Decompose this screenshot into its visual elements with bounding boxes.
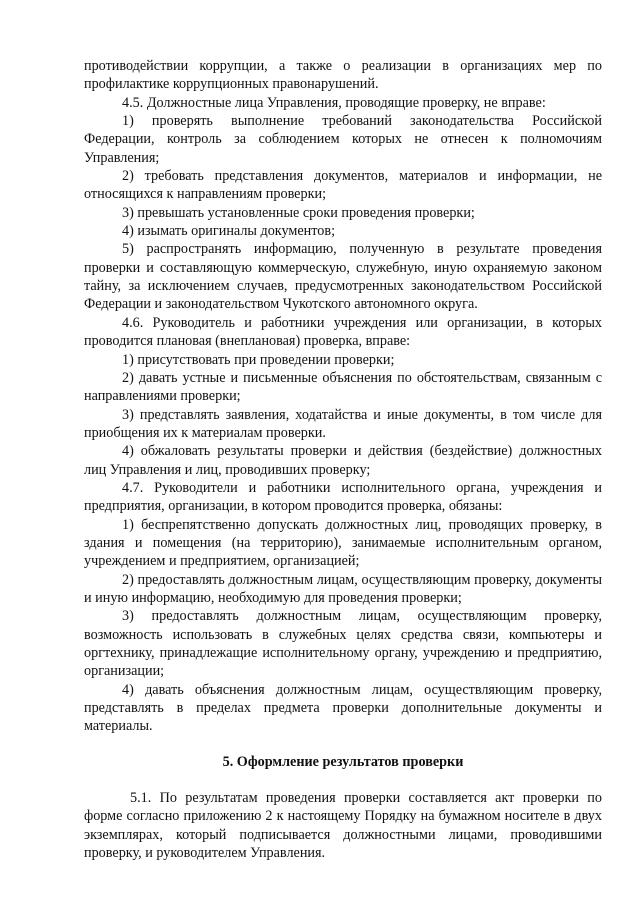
- list-item-4-7-2: 2) предоставлять должностным лицам, осуществляющим проверку, документы и иную информацию, необходимую для проведения проверки;: [84, 571, 602, 606]
- list-item-4-6-1: 1) присутствовать при проведении проверки;: [122, 351, 395, 368]
- paragraph-4-6: 4.6. Руководитель и работники учреждения или организации, в которых проводится плановая (внеплановая) проверка, вправе:: [84, 314, 602, 350]
- list-item-4-5-5: 5) распространять информацию, полученную в результате проведения проверки и составляющую коммерческую, служебную, иную охраняемую законом тайну, за исключением случаев, предусмотренных законодательством Российской Федерации и законодательством Чукотского автономного округа.: [84, 241, 602, 313]
- list-item-4-5-3: 3) превышать установленные сроки проведения проверки;: [122, 204, 475, 221]
- paragraph-continuation: противодействии коррупции, а также о реализации в организациях мер по профилактике коррупционных правонарушений.: [84, 58, 602, 93]
- list-item-4-6-4: 4) обжаловать результаты проверки и действия (бездействие) должностных лиц Управления и лиц, проводивших проверку;: [84, 443, 602, 478]
- list-item-4-5-2: 2) требовать представления документов, материалов и информации, не относящихся к направлениям проверки;: [84, 168, 602, 203]
- list-item-4-7-3: 3) предоставлять должностным лицам, осуществляющим проверку, возможность использовать в служебных целях средства связи, компьютеры и оргтехнику, принадлежащие исполнительному органу, учреждению и предприятию, организации;: [84, 608, 602, 680]
- list-item-4-7-4: 4) давать объяснения должностным лицам, осуществляющим проверку, представлять в пределах предмета проверки дополнительные документы и материалы.: [84, 681, 602, 735]
- list-item-4-6-2: 2) давать устные и письменные объяснения по обстоятельствам, связанным с направлениями проверки;: [84, 369, 602, 405]
- paragraph-4-5: 4.5. Должностные лица Управления, проводящие проверку, не вправе:: [122, 94, 546, 111]
- section-spacer: [84, 771, 602, 789]
- list-item-4-5-1: 1) проверять выполнение требований законодательства Российской Федерации, контроль за соблюдением которых не отнесен к полномочиям Управления;: [84, 113, 602, 166]
- section-heading: 5. Оформление результатов проверки: [222, 753, 464, 770]
- paragraph-4-7: 4.7. Руководители и работники исполнительного органа, учреждения и предприятия, организации, в котором проводится проверка, обязаны:: [84, 479, 602, 515]
- paragraph-5-1: 5.1. По результатам проведения проверки составляется акт проверки по форме согласно приложению 2 к настоящему Порядку на бумажном носителе в двух экземплярах, который подписывается должностными лицами, проводившими проверку, и руководителем Управления.: [84, 790, 602, 862]
- document-page: [84, 57, 602, 862]
- list-item-4-6-3: 3) представлять заявления, ходатайства и иные документы, в том числе для приобщения их к материалам проверки.: [84, 406, 602, 441]
- list-item-4-7-1: 1) беспрепятственно допускать должностных лиц, проводящих проверку, в здания и помещения (на территорию), занимаемые исполнительным органом, учреждением и предприятием, организацией;: [84, 516, 602, 570]
- list-item-4-5-4: 4) изымать оригиналы документов;: [122, 223, 336, 240]
